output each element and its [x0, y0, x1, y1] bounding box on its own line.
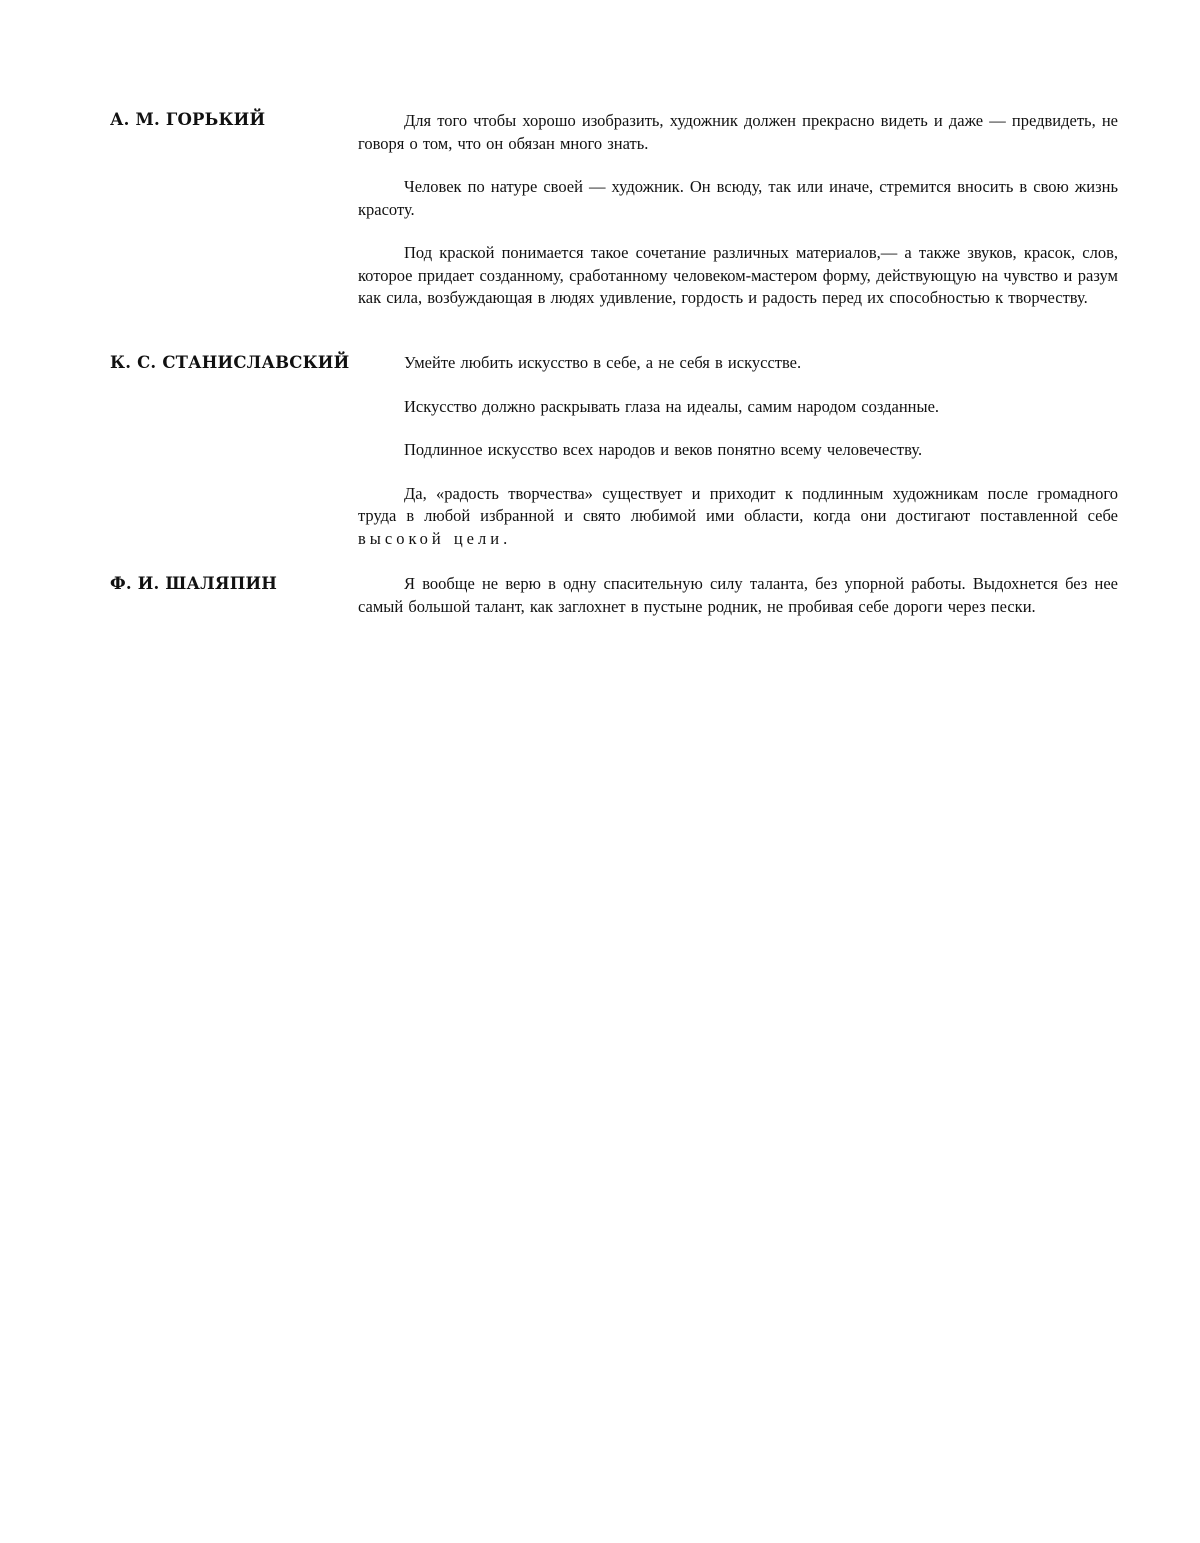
quote: Умейте любить искусство в себе, а не себя в искусстве.: [404, 353, 802, 372]
author-name: А. М. ГОРЬКИЙ: [110, 110, 266, 129]
quote-list: [358, 110, 1118, 331]
quote-emphasis: высокой цели: [358, 528, 504, 548]
author-name: К. С. СТАНИСЛАВСКИЙ: [110, 353, 350, 372]
quote-end: .: [503, 528, 508, 548]
quote: Под краской понимается такое сочетание различных материалов,— а также звуков, красок, слов, которое придает созданному, сработанному человеком-мастером форму, действующую на чувство и разум как сила, возбуждающая в людях удивление, гордость и радость перед их способностью к творчеству.: [358, 243, 1118, 307]
quote-list: [358, 573, 1118, 639]
quote: Подлинное искусство всех народов и веков понятно всему человечеству.: [404, 440, 923, 459]
quote: Для того чтобы хорошо изобразить, художник должен прекрасно видеть и даже — предвидеть, не говоря о том, что он обязан много знать.: [358, 111, 1118, 153]
quote-text: Да, «радость творчества» существует и приходит к подлинным художникам после громадного труда в любой избранной и свято любимой ими области, когда они достигают поставленной себе: [358, 483, 1118, 525]
author-name: Ф. И. ШАЛЯПИН: [110, 574, 278, 593]
quote: Я вообще не верю в одну спасительную силу таланта, без упорной работы. Выдохнется без нее самый большой талант, как заглохнет в пустыне родник, не пробивая себе дороги через пески.: [358, 574, 1118, 616]
quote-list: [358, 352, 1118, 571]
quote: [358, 483, 1118, 551]
quote: Человек по натуре своей — художник. Он всюду, так или иначе, стремится вносить в свою жизнь красоту.: [358, 177, 1118, 219]
quote: Искусство должно раскрывать глаза на идеалы, самим народом созданные.: [404, 396, 940, 416]
